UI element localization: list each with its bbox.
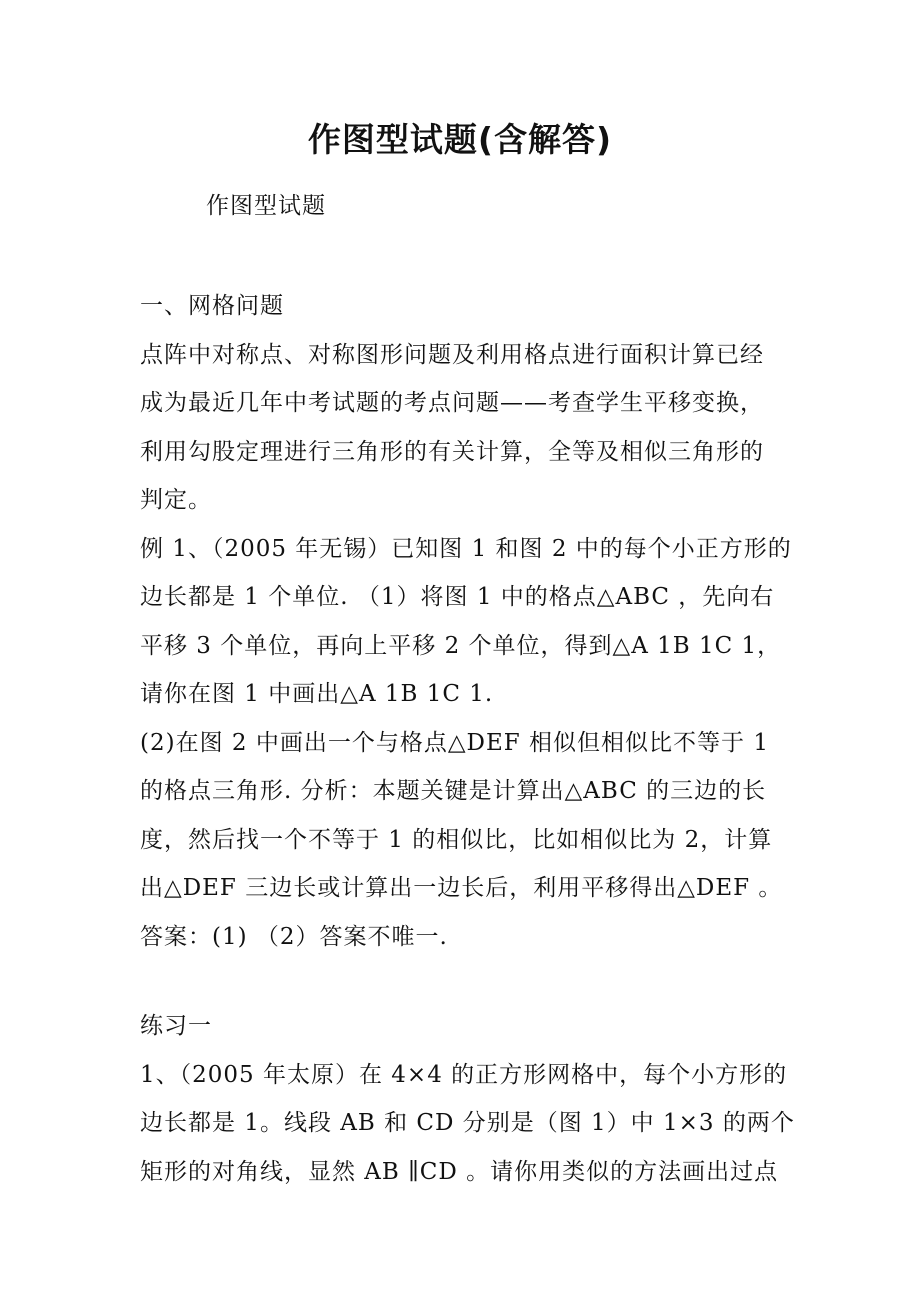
- example-line: (2)在图 2 中画出一个与格点△DEF 相似但相似比不等于 1: [140, 729, 769, 756]
- exercise-line: 1、（2005 年太原）在 4×4 的正方形网格中，每个小方形的: [140, 1061, 788, 1088]
- section-grid-problems: [140, 282, 790, 961]
- example-line: 边长都是 1 个单位. （1）将图 1 中的格点△ABC ，先向右: [140, 584, 775, 610]
- paragraph-line: 利用勾股定理进行三角形的有关计算，全等及相似三角形的: [140, 438, 764, 465]
- exercise-line: 边长都是 1。线段 AB 和 CD 分别是（图 1）中 1×3 的两个: [140, 1110, 795, 1136]
- paragraph-line: 成为最近几年中考试题的考点问题——考查学生平移变换，: [140, 390, 764, 416]
- document-title: 作图型试题(含解答): [307, 120, 613, 159]
- document-subtitle: 作图型试题: [206, 193, 326, 219]
- paragraph-line: 判定。: [140, 487, 212, 513]
- example-line: 请你在图 1 中画出△A 1B 1C 1.: [140, 681, 494, 707]
- section-heading: 一、网格问题: [140, 293, 284, 319]
- section-exercise: [140, 1002, 795, 1196]
- exercise-line: 矩形的对角线，显然 AB ∥CD 。请你用类似的方法画出过点: [140, 1158, 779, 1185]
- example-line: 出△DEF 三边长或计算出一边长后，利用平移得出△DEF 。: [140, 875, 783, 901]
- example-line: 度，然后找一个不等于 1 的相似比，比如相似比为 2，计算: [140, 826, 773, 853]
- example-line: 的格点三角形. 分析：本题关键是计算出△ABC 的三边的长: [140, 778, 767, 804]
- paragraph-line: 点阵中对称点、对称图形问题及利用格点进行面积计算已经: [140, 341, 764, 368]
- example-line: 平移 3 个单位，再向上平移 2 个单位，得到△A 1B 1C 1，: [140, 632, 782, 659]
- exercise-heading: 练习一: [140, 1013, 212, 1039]
- answer-line: 答案：(1) （2）答案不唯一.: [140, 923, 448, 950]
- example-line: 例 1、（2005 年无锡）已知图 1 和图 2 中的每个小正方形的: [140, 535, 792, 562]
